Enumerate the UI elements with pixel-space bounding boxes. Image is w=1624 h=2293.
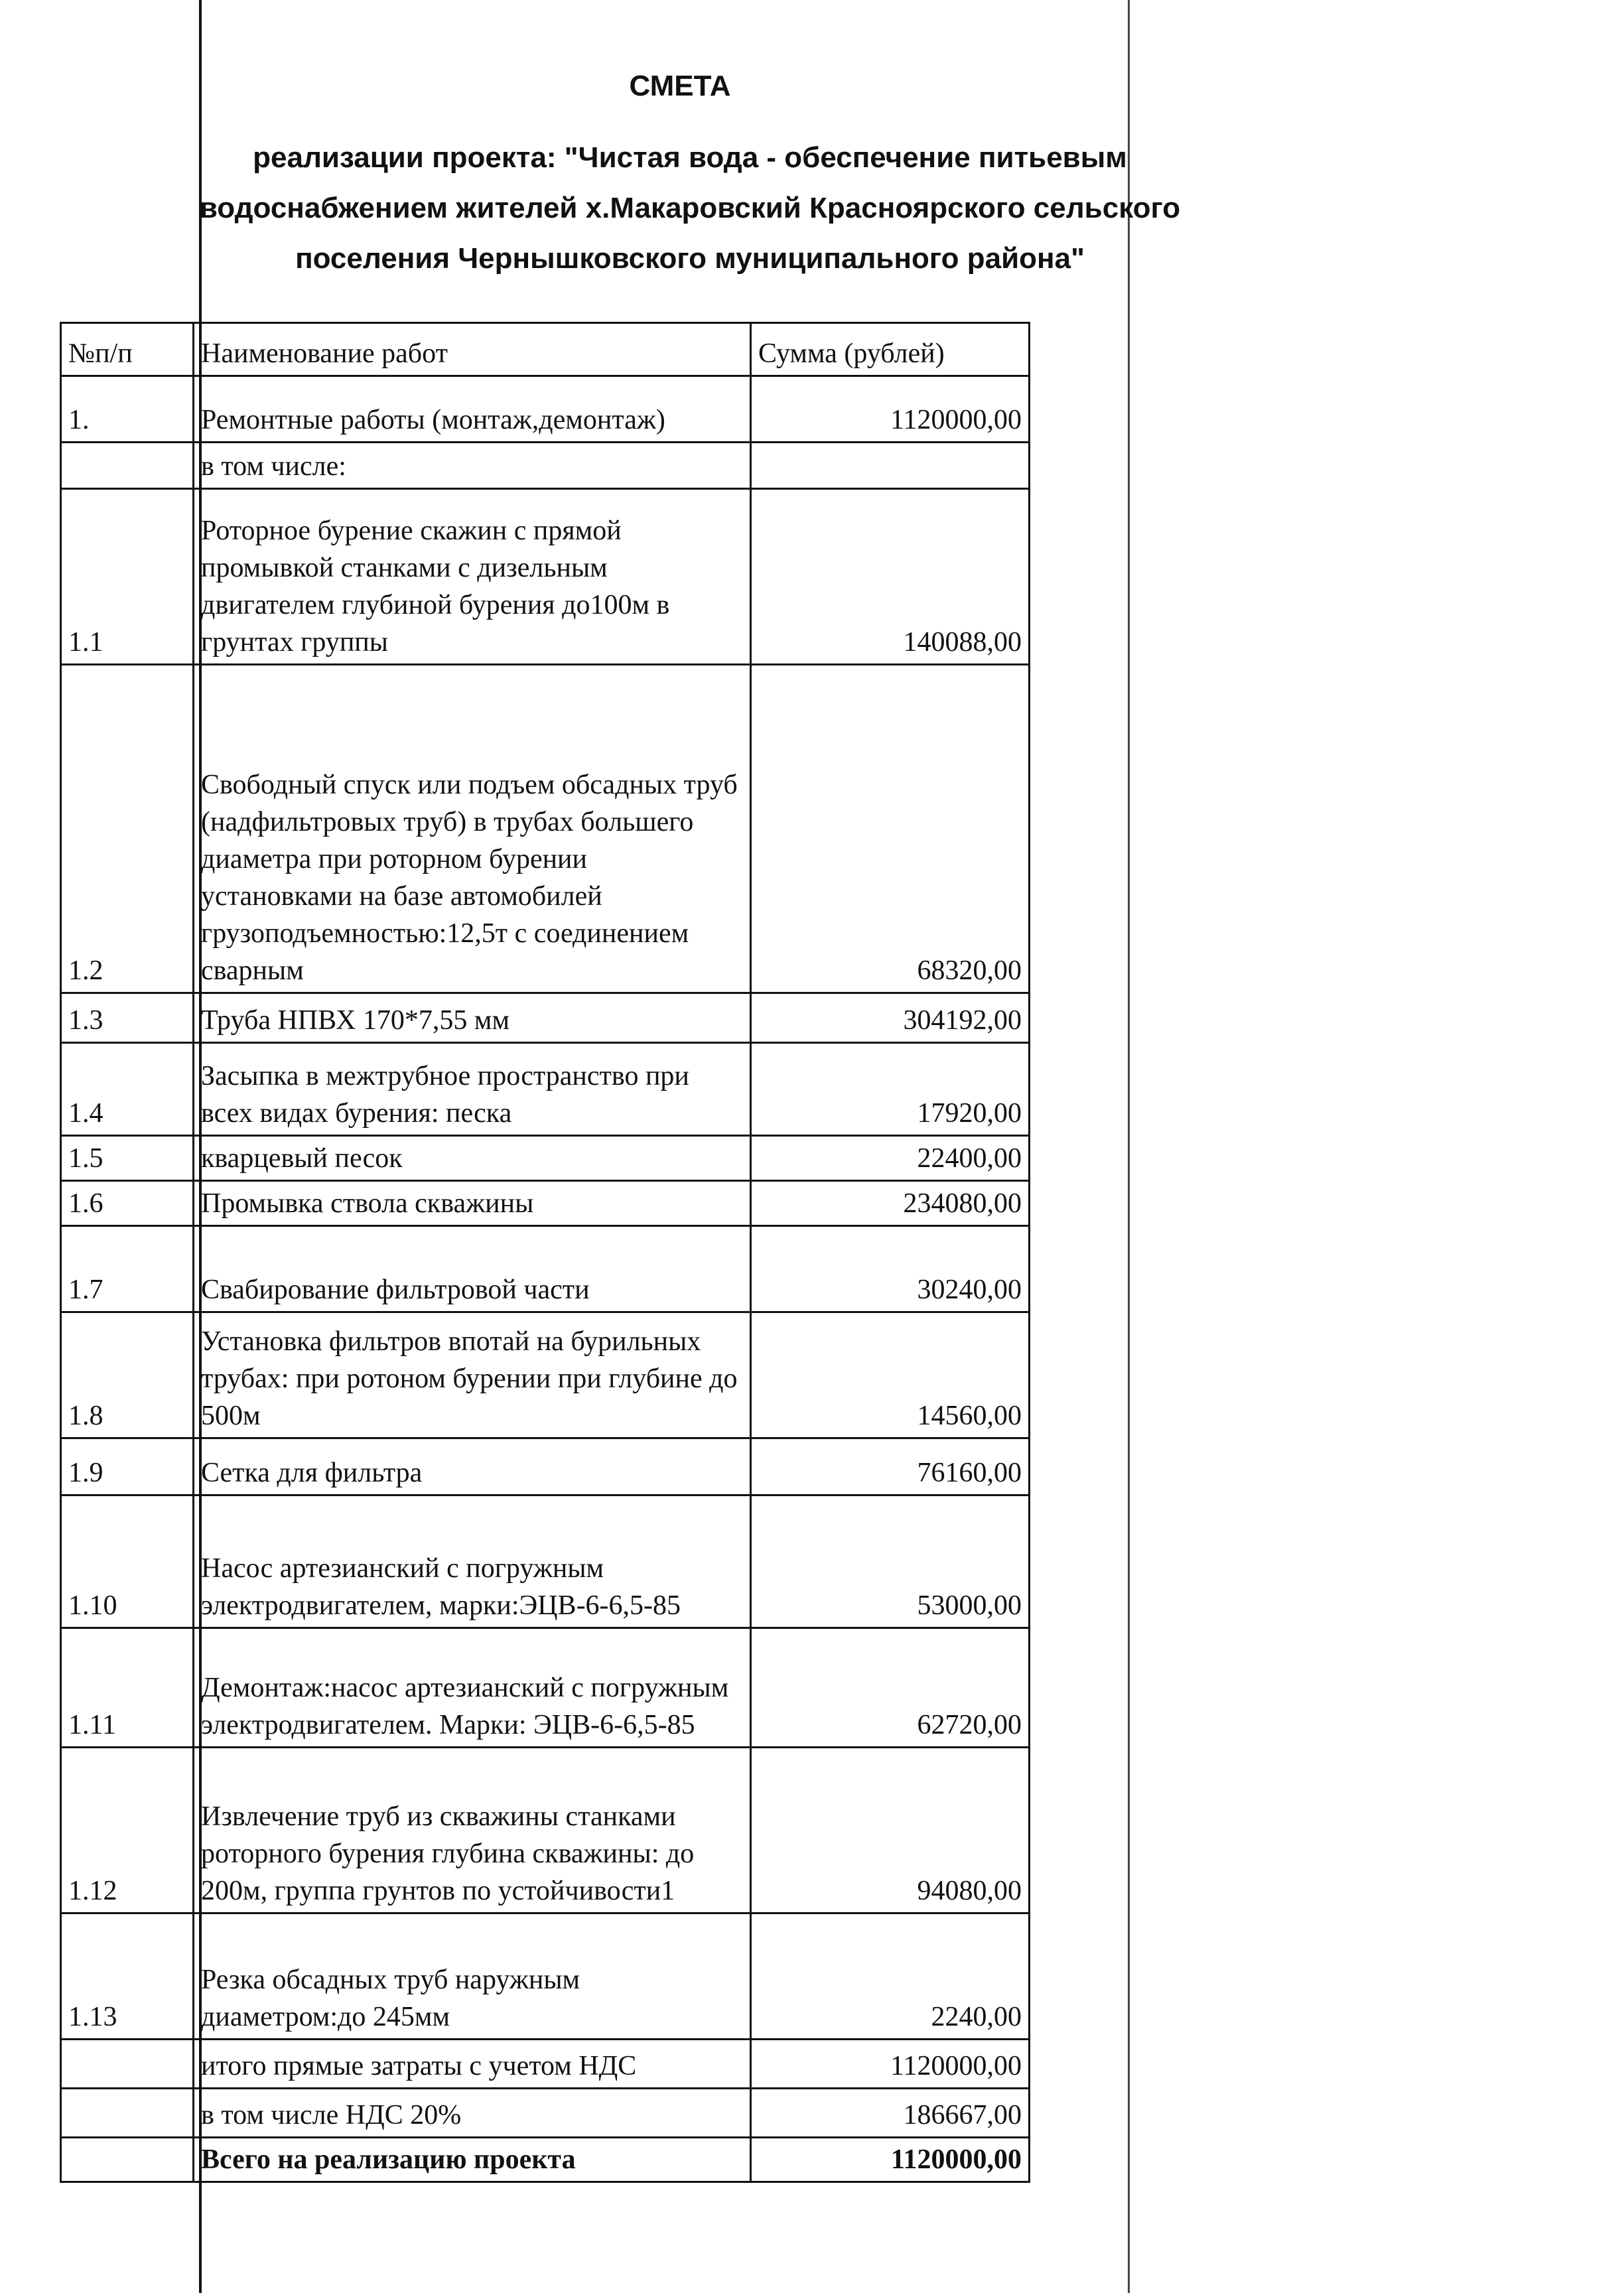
subtitle-line: водоснабжением жителей х.Макаровский Красноярского сельского — [199, 192, 1181, 224]
row-sum: 68320,00 — [751, 665, 1030, 993]
row-sum: 1120000,00 — [751, 376, 1030, 443]
table-row — [61, 1628, 1030, 1748]
row-num: 1.1 — [61, 489, 194, 665]
summary-row — [61, 2089, 1030, 2138]
row-name: Демонтаж:насос артезианский с погружным электродвигателем. Марки: ЭЦВ-6-6,5-85 — [194, 1628, 751, 1748]
row-num: 1.7 — [61, 1226, 194, 1312]
total-name: Всего на реализацию проекта — [194, 2138, 751, 2182]
summary-sum: 1120000,00 — [751, 2040, 1030, 2089]
row-sum: 14560,00 — [751, 1312, 1030, 1438]
table-row — [61, 1438, 1030, 1495]
row-sum: 17920,00 — [751, 1043, 1030, 1136]
row-num: 1.4 — [61, 1043, 194, 1136]
summary-name: итого прямые затраты с учетом НДС — [194, 2040, 751, 2089]
row-sum: 30240,00 — [751, 1226, 1030, 1312]
row-num: 1.6 — [61, 1181, 194, 1226]
row-num: 1.9 — [61, 1438, 194, 1495]
scan-line-right — [1128, 0, 1130, 2293]
row-num: 1.5 — [61, 1136, 194, 1181]
table-row — [61, 1748, 1030, 1913]
row-num: 1.12 — [61, 1748, 194, 1913]
row-num: 1.10 — [61, 1495, 194, 1628]
row-name: Насос артезианский с погружным электродвигателем, марки:ЭЦВ-6-6,5-85 — [194, 1495, 751, 1628]
table-row — [61, 1495, 1030, 1628]
row-name: Ремонтные работы (монтаж,демонтаж) — [194, 376, 751, 443]
row-name: Сетка для фильтра — [194, 1438, 751, 1495]
row-sum: 76160,00 — [751, 1438, 1030, 1495]
subtitle-line: поселения Чернышковского муниципального района" — [295, 242, 1085, 275]
summary-num-cell — [61, 2089, 194, 2138]
row-name: Роторное бурение скажин с прямой промывкой станками с дизельным двигателем глубиной бурения до100м в грунтах группы — [194, 489, 751, 665]
summary-sum: 186667,00 — [751, 2089, 1030, 2138]
row-num: 1.13 — [61, 1913, 194, 2040]
summary-row — [61, 2040, 1030, 2089]
row-name: Промывка ствола скважины — [194, 1181, 751, 1226]
row-sum: 53000,00 — [751, 1495, 1030, 1628]
row-sum: 94080,00 — [751, 1748, 1030, 1913]
row-num: 1. — [61, 376, 194, 443]
row-sum: 2240,00 — [751, 1913, 1030, 2040]
summary-num-cell — [61, 2040, 194, 2089]
row-sum: 140088,00 — [751, 489, 1030, 665]
total-sum: 1120000,00 — [751, 2138, 1030, 2182]
row-num — [61, 443, 194, 489]
header-sum: Сумма (рублей) — [751, 323, 1030, 376]
document-title: СМЕТА — [629, 70, 731, 102]
total-row — [61, 2138, 1030, 2182]
table-row — [61, 1226, 1030, 1312]
row-sum — [751, 443, 1030, 489]
row-num: 1.11 — [61, 1628, 194, 1748]
row-name: кварцевый песок — [194, 1136, 751, 1181]
total-num-cell — [61, 2138, 194, 2182]
table-row — [61, 376, 1030, 443]
table-row — [61, 1136, 1030, 1181]
table-row — [61, 1913, 1030, 2040]
table-row — [61, 443, 1030, 489]
table-header-row — [61, 323, 1030, 376]
row-name: Извлечение труб из скважины станками роторного бурения глубина скважины: до 200м, группа грунтов по устойчивости1 — [194, 1748, 751, 1913]
header-num: №п/п — [61, 323, 194, 376]
table-row — [61, 1312, 1030, 1438]
table-row — [61, 665, 1030, 993]
table-row — [61, 1043, 1030, 1136]
row-name: Засыпка в межтрубное пространство при всех видах бурения: песка — [194, 1043, 751, 1136]
row-sum: 22400,00 — [751, 1136, 1030, 1181]
row-num: 1.2 — [61, 665, 194, 993]
header-name: Наименование работ — [194, 323, 751, 376]
row-name: Резка обсадных труб наружным диаметром:до 245мм — [194, 1913, 751, 2040]
subtitle-line: реализации проекта: "Чистая вода - обеспечение питьевым — [253, 141, 1127, 174]
table-row — [61, 993, 1030, 1043]
estimate-table — [60, 322, 1030, 2183]
row-name: в том числе: — [194, 443, 751, 489]
table-row — [61, 1181, 1030, 1226]
row-name: Свабирование фильтровой части — [194, 1226, 751, 1312]
row-name: Свободный спуск или подъем обсадных труб (надфильтровых труб) в трубах большего диаметра при роторном бурении установками на базе автомобилей грузоподъемностью:12,5т с соединением сварным — [194, 665, 751, 993]
table-row — [61, 489, 1030, 665]
row-name: Установка фильтров впотай на бурильных трубах: при ротоном бурении при глубине до 500м — [194, 1312, 751, 1438]
document-subtitle — [106, 133, 1274, 284]
summary-name: в том числе НДС 20% — [194, 2089, 751, 2138]
row-num: 1.3 — [61, 993, 194, 1043]
row-sum: 304192,00 — [751, 993, 1030, 1043]
row-num: 1.8 — [61, 1312, 194, 1438]
row-name: Труба НПВХ 170*7,55 мм — [194, 993, 751, 1043]
row-sum: 62720,00 — [751, 1628, 1030, 1748]
row-sum: 234080,00 — [751, 1181, 1030, 1226]
